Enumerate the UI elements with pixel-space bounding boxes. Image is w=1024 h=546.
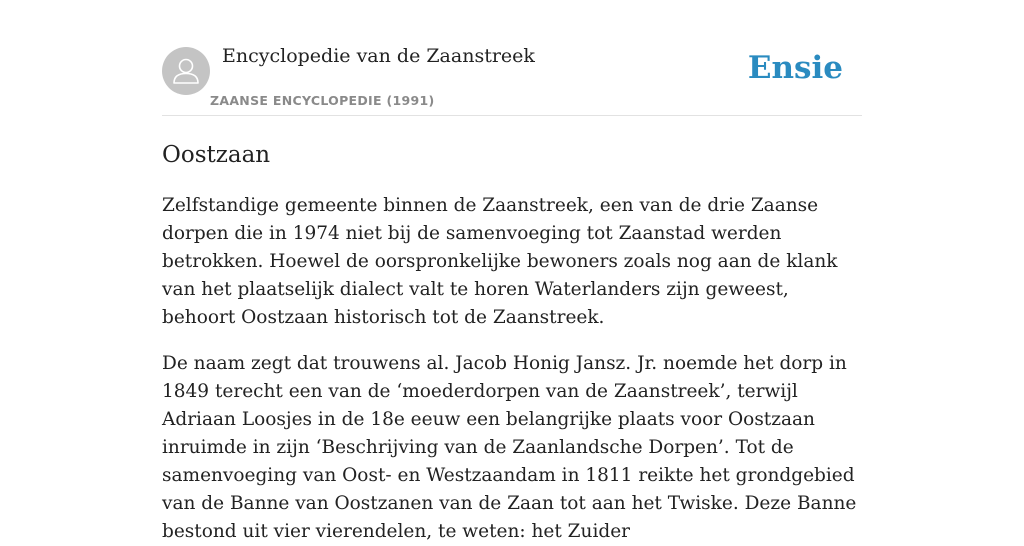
content-column	[162, 0, 862, 546]
source-subtitle: ZAANSE ENCYCLOPEDIE (1991)	[210, 93, 435, 108]
ensie-logo[interactable]: Ensie	[747, 50, 843, 86]
user-icon	[162, 47, 210, 95]
article-title: Oostzaan	[162, 142, 271, 168]
avatar[interactable]	[162, 47, 210, 95]
article-paragraph-2: De naam zegt dat trouwens al. Jacob Honig Jansz. Jr. noemde het dorp in 1849 terecht een van de ‘moederdorpen van de Zaanstreek’, terwijl Adriaan Loosjes in de 18e eeuw een belangrijke plaats voor Oostzaan inruimde in zijn ‘Beschrijving van de Zaanlandsche Dorpen’. Tot de samenvoeging van Oost- en Westzaandam in 1811 reikte het grondgebied van de Banne van Oostzanen van de Zaan tot aan het Twiske. Deze Banne bestond uit vier vierendelen, te weten: het Zuider	[162, 353, 857, 542]
article-paragraph-1: Zelfstandige gemeente binnen de Zaanstreek, een van de drie Zaanse dorpen die in 1974 niet bij de samenvoeging tot Zaanstad werden betrokken. Hoewel de oorspronkelijke bewoners zoals nog aan de klank van het plaatselijk dialect valt te horen Waterlanders zijn geweest, behoort Oostzaan historisch tot de Zaanstreek.	[162, 195, 838, 328]
source-header	[162, 0, 862, 116]
source-title[interactable]: Encyclopedie van de Zaanstreek	[222, 45, 535, 67]
